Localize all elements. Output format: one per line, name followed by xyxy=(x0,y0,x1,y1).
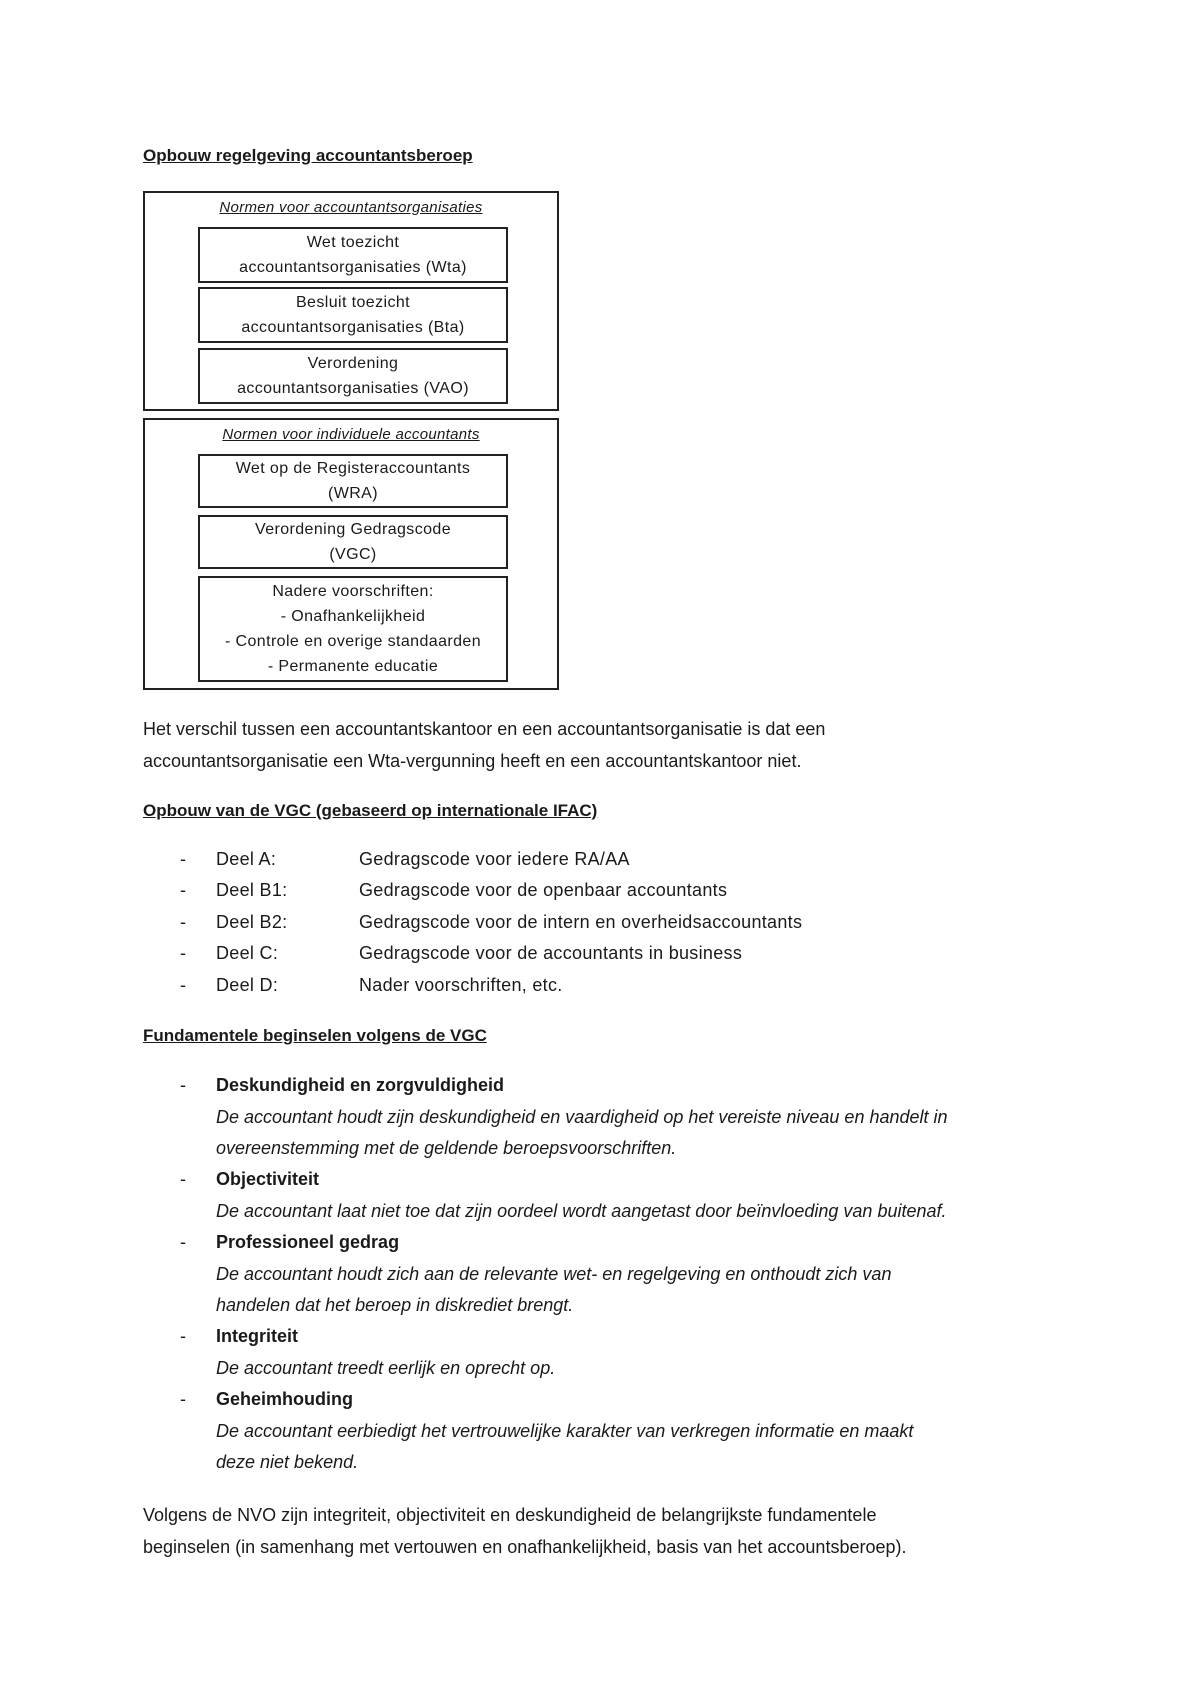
list-item-part: Deel B2: xyxy=(216,912,288,932)
section-title-vgc: Opbouw van de VGC (gebaseerd op internationale IFAC) xyxy=(143,801,598,820)
principle-term: Objectiviteit xyxy=(216,1169,320,1189)
list-item-text: Gedragscode voor iedere RA/AA xyxy=(359,849,630,869)
box-line: accountantsorganisaties (Wta) xyxy=(239,259,467,276)
description-line: overeenstemming met de geldende beroepsvoorschriften. xyxy=(216,1138,677,1158)
list-bullet: - xyxy=(180,849,186,869)
principle-description xyxy=(216,1102,948,1164)
list-bullet: - xyxy=(180,1169,186,1189)
group-box-individuele xyxy=(143,418,559,690)
box-vgc xyxy=(198,515,508,569)
paragraph-line: beginselen (in samenhang met vertouwen en onafhankelijkheid, basis van het accountsberoep). xyxy=(143,1537,907,1557)
box-line: (WRA) xyxy=(328,485,378,502)
list-bullet: - xyxy=(180,1326,186,1346)
list-item-text: Nader voorschriften, etc. xyxy=(359,975,563,995)
description-line: De accountant houdt zich aan de relevante wet- en regelgeving en onthoudt zich van xyxy=(216,1264,892,1284)
section-title-regelgeving: Opbouw regelgeving accountantsberoep xyxy=(143,146,473,165)
principle-description xyxy=(216,1196,947,1227)
box-line: Nadere voorschriften: xyxy=(272,583,434,600)
box-line: Verordening Gedragscode xyxy=(255,521,451,538)
box-line: Verordening xyxy=(307,355,399,372)
box-line: Besluit toezicht xyxy=(295,294,410,311)
list-item-text: Gedragscode voor de intern en overheidsaccountants xyxy=(359,912,803,932)
list-item-part: Deel A: xyxy=(216,849,277,869)
principle-term: Professioneel gedrag xyxy=(216,1232,400,1252)
box-line: Wet toezicht xyxy=(306,234,400,251)
description-line: De accountant eerbiedigt het vertrouwelijke karakter van verkregen informatie en maakt xyxy=(216,1421,914,1441)
description-line: De accountant laat niet toe dat zijn oordeel wordt aangetast door beïnvloeding van buitenaf. xyxy=(216,1201,947,1221)
paragraph-verschil xyxy=(143,713,1083,777)
description-line: De accountant houdt zijn deskundigheid en vaardigheid op het vereiste niveau en handelt in xyxy=(216,1107,948,1127)
list-bullet: - xyxy=(180,1075,186,1095)
box-line: accountantsorganisaties (VAO) xyxy=(237,380,469,397)
box-nadere-voorschriften xyxy=(198,576,508,682)
paragraph-line: Volgens de NVO zijn integriteit, objectiviteit en deskundigheid de belangrijkste fundamentele xyxy=(143,1505,877,1525)
box-line: - Controle en overige standaarden xyxy=(224,633,482,650)
principle-term: Deskundigheid en zorgvuldigheid xyxy=(216,1075,505,1095)
list-bullet: - xyxy=(180,1232,186,1252)
box-wta xyxy=(198,227,508,283)
list-bullet: - xyxy=(180,975,186,995)
section-title-beginselen: Fundamentele beginselen volgens de VGC xyxy=(143,1026,487,1045)
principle-description xyxy=(216,1259,891,1321)
paragraph-line: accountantsorganisatie een Wta-vergunning heeft en een accountantskantoor niet. xyxy=(143,751,802,771)
principle-term: Integriteit xyxy=(216,1326,299,1346)
principle-description xyxy=(216,1353,555,1384)
group-title-organisaties: Normen voor accountantsorganisaties xyxy=(219,199,483,216)
list-bullet: - xyxy=(180,1389,186,1409)
list-item-part: Deel D: xyxy=(216,975,279,995)
description-line: handelen dat het beroep in diskrediet brengt. xyxy=(216,1295,574,1315)
paragraph-nvo xyxy=(143,1499,1083,1563)
group-title-individuele: Normen voor individuele accountants xyxy=(222,426,480,443)
box-line: Wet op de Registeraccountants xyxy=(235,460,471,477)
list-item-part: Deel C: xyxy=(216,943,279,963)
list-item-part: Deel B1: xyxy=(216,880,288,900)
paragraph-line: Het verschil tussen een accountantskantoor en een accountantsorganisatie is dat een xyxy=(143,719,826,739)
box-line: (VGC) xyxy=(329,546,377,563)
list-bullet: - xyxy=(180,943,186,963)
box-bta xyxy=(198,287,508,343)
group-box-organisaties xyxy=(143,191,559,411)
description-line: deze niet bekend. xyxy=(216,1452,359,1472)
list-item-text: Gedragscode voor de accountants in business xyxy=(359,943,743,963)
box-line: accountantsorganisaties (Bta) xyxy=(241,319,465,336)
box-line: - Permanente educatie xyxy=(267,658,439,675)
box-line: - Onafhankelijkheid xyxy=(280,608,426,625)
principle-description xyxy=(216,1416,913,1478)
description-line: De accountant treedt eerlijk en oprecht op. xyxy=(216,1358,556,1378)
box-wra xyxy=(198,454,508,508)
list-bullet: - xyxy=(180,880,186,900)
principle-term: Geheimhouding xyxy=(216,1389,353,1409)
list-item-text: Gedragscode voor de openbaar accountants xyxy=(359,880,728,900)
list-bullet: - xyxy=(180,912,186,932)
box-vao xyxy=(198,348,508,404)
